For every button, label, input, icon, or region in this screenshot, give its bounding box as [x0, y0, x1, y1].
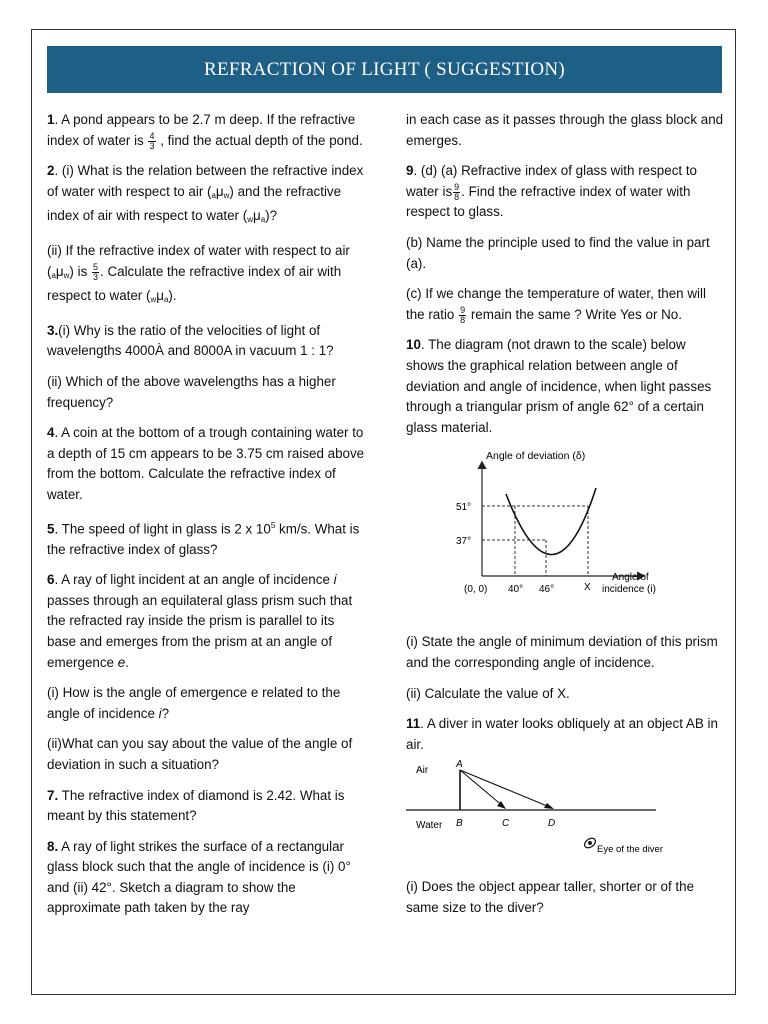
diver-diagram — [406, 757, 706, 869]
graph-x-label-1: Angle of — [612, 572, 649, 584]
label-air: Air — [416, 765, 429, 777]
tick-37: 37° — [456, 536, 472, 548]
label-eye: Eye of the diver — [597, 844, 664, 856]
question-6-part-i: (i) How is the angle of emergence e related to the angle of incidence i? — [47, 685, 341, 721]
deviation-curve — [506, 488, 596, 555]
label-b: B — [456, 818, 463, 830]
question-10-part-i: (i) State the angle of minimum deviation of this prism and the corresponding angle of incidence. — [406, 634, 718, 670]
label-a: A — [456, 759, 463, 771]
tick-51: 51° — [456, 502, 472, 514]
question-4: 4. A coin at the bottom of a trough containing water to a depth of 15 cm appears to be 3.75 cm raised above from the bottom. Calculate the refractive index of water. — [47, 425, 365, 502]
question-8: 8. A ray of light strikes the surface of a rectangular glass block such that the angle of incidence is (i) 0° and (ii) 42°. Sketch a diagram to show the approximate path taken by the ray — [47, 838, 351, 916]
question-10-part-ii: (ii) Calculate the value of X. — [406, 685, 570, 701]
ray-ac — [460, 770, 504, 807]
label-c: C — [502, 818, 510, 830]
diver-diagram-svg — [406, 757, 706, 869]
eye-icon — [583, 837, 597, 850]
right-column — [406, 110, 724, 928]
question-3-part-i: 3.(i) Why is the ratio of the velocities of light of wavelengths 4000À and 8000A in vacuum 1 : 1? — [47, 322, 334, 359]
left-column — [47, 110, 365, 929]
question-8-continued: in each case as it passes through the glass block and emerges. — [406, 112, 724, 148]
deviation-graph-svg — [436, 448, 736, 624]
question-5: 5. The speed of light in glass is 2 x $10^5$ km/s. What is the refractive index of glass? — [47, 520, 360, 557]
tick-40: 40° — [508, 584, 524, 596]
question-3-part-ii: (ii) Which of the above wavelengths has a higher frequency? — [47, 373, 336, 410]
page-title: REFRACTION OF LIGHT ( SUGGESTION) — [47, 46, 722, 93]
question-2-part-ii: (ii) If the refractive index of water with respect to air $(_a\mu_w)$ is $\frac{5}{3}$ . Calculate the refractive index of air with respect to water $(_w\mu_a)$. — [47, 242, 350, 305]
fraction: $\frac{4}{3}$ — [149, 130, 155, 151]
ray-ad — [460, 770, 552, 808]
graph-origin: (0, 0) — [464, 584, 488, 596]
question-6: 6. A ray of light incident at an angle of incidence i passes through an equilateral glass prism such that the refracted ray inside the prism is parallel to its base and emerges from the prism at an angle of emergence e. — [47, 572, 353, 670]
question-10: 10. The diagram (not drawn to the scale) below shows the graphical relation between angle of deviation and angle of incidence, when light passes through a triangular prism of angle 62° of a certain glass material. — [406, 337, 712, 435]
fraction: $\frac{5}{3}$ — [93, 261, 99, 282]
tick-46: 46° — [539, 584, 555, 596]
tick-x: X — [584, 582, 591, 594]
question-7: 7. The refractive index of diamond is 2.42. What is meant by this statement? — [47, 787, 345, 824]
label-d: D — [548, 818, 556, 830]
question-2-part-i: 2. (i) What is the relation between the refractive index of water with respect to air $(_a\mu_w)$ and the refractive index of air with respect to water $(_w\mu_a)$? — [47, 163, 364, 225]
fraction: $\frac{9}{8}$ — [460, 304, 466, 325]
question-11-part-i: (i) Does the object appear taller, shorter or of the same size to the diver? — [406, 879, 695, 915]
question-6-part-ii: (ii)What can you say about the value of the angle of deviation in such a situation? — [47, 736, 353, 772]
question-9-part-c: (c) If we change the temperature of water, then will the ratio $\frac{9}{8}$ remain the same ? Write Yes or No. — [406, 286, 706, 325]
question-9-part-b: (b) Name the principle used to find the value in part (a). — [406, 234, 710, 271]
deviation-graph — [436, 448, 736, 624]
graph-x-label-2: incidence (i) — [602, 584, 656, 596]
question-9-part-a: 9. (d) (a) Refractive index of glass with respect to water is $\frac{9}{8}$ . Find the refractive index of water with respect to glass. — [406, 163, 697, 220]
fraction: $\frac{9}{8}$ — [454, 181, 460, 202]
question-1: 1. A pond appears to be 2.7 m deep. If the refractive index of water is $\frac{4}{3}$ , find the actual depth of the pond. — [47, 112, 363, 151]
graph-y-label: Angle of deviation (δ) — [486, 450, 586, 463]
label-water: Water — [416, 820, 443, 832]
question-11: 11. A diver in water looks obliquely at an object AB in air. — [406, 716, 718, 752]
